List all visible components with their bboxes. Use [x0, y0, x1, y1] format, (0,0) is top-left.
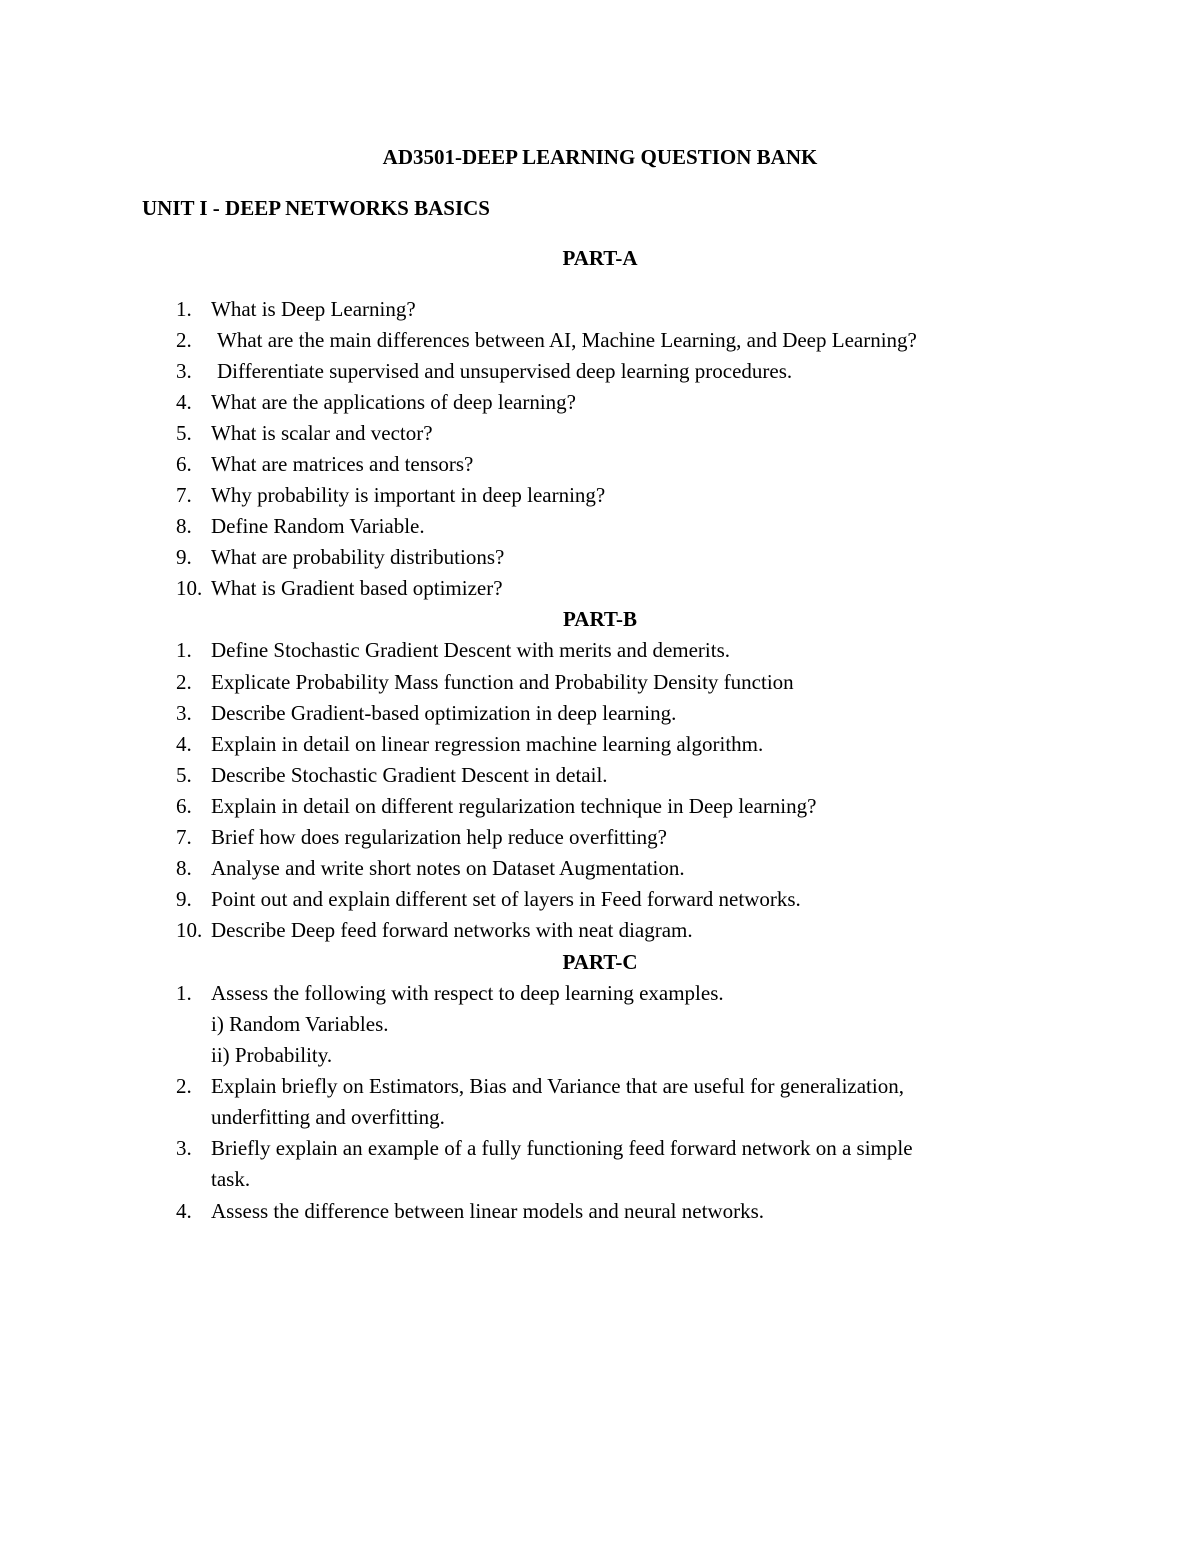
part-a-question: [0, 389, 1100, 420]
question-continuation: underfitting and overfitting.: [211, 1105, 445, 1129]
part-c-question: [0, 1198, 1100, 1229]
question-text: Describe Deep feed forward networks with neat diagram.: [211, 918, 693, 942]
question-text: What are probability distributions?: [211, 545, 505, 569]
question-number: 10.: [176, 576, 203, 600]
part-a-question: [0, 358, 1100, 389]
question-number: 9.: [176, 887, 192, 911]
question-text: Analyse and write short notes on Dataset Augmentation.: [211, 856, 685, 880]
part-c-question: [0, 1135, 1100, 1166]
question-text: Briefly explain an example of a fully functioning feed forward network on a simple: [211, 1136, 913, 1160]
part-c-question: [0, 980, 1100, 1011]
part-a-question: [0, 327, 1100, 358]
part-b-question: [0, 731, 1100, 762]
question-number: 8.: [176, 856, 192, 880]
question-number: 1.: [176, 297, 192, 321]
question-text: Define Stochastic Gradient Descent with merits and demerits.: [211, 638, 731, 662]
part-a-question: [0, 575, 1100, 606]
question-text: What is Deep Learning?: [211, 297, 416, 321]
question-number: 10.: [176, 918, 203, 942]
part-a-question: [0, 482, 1100, 513]
part-b-question: [0, 917, 1100, 948]
part-a-question: [0, 296, 1100, 327]
question-text: Brief how does regularization help reduce overfitting?: [211, 825, 667, 849]
part-b-question: [0, 762, 1100, 793]
question-number: 3.: [176, 1136, 192, 1160]
question-text: Why probability is important in deep learning?: [211, 483, 606, 507]
question-text: Define Random Variable.: [211, 514, 425, 538]
question-number: 3.: [176, 701, 192, 725]
question-text: Explicate Probability Mass function and Probability Density function: [211, 670, 794, 694]
question-number: 9.: [176, 545, 192, 569]
part-c-question: [0, 1073, 1100, 1104]
question-text: Describe Gradient-based optimization in deep learning.: [211, 701, 677, 725]
unit-heading: UNIT I - DEEP NETWORKS BASICS: [142, 196, 490, 220]
part-b-question: [0, 637, 1100, 668]
part-a-heading: PART-A: [562, 246, 638, 270]
question-continuation: task.: [211, 1167, 251, 1191]
question-text: Assess the difference between linear models and neural networks.: [211, 1199, 765, 1223]
question-text: What are the applications of deep learning?: [211, 390, 576, 414]
question-text: What are the main differences between AI, Machine Learning, and Deep Learning?: [217, 328, 917, 352]
question-number: 4.: [176, 732, 192, 756]
question-number: 7.: [176, 825, 192, 849]
part-b-question: [0, 824, 1100, 855]
part-b-question: [0, 700, 1100, 731]
question-number: 1.: [176, 638, 192, 662]
part-a-question: [0, 451, 1100, 482]
question-subitem: i) Random Variables.: [211, 1012, 389, 1036]
document-title: AD3501-DEEP LEARNING QUESTION BANK: [382, 145, 818, 169]
question-number: 2.: [176, 670, 192, 694]
question-text: Explain in detail on linear regression machine learning algorithm.: [211, 732, 764, 756]
question-number: 5.: [176, 421, 192, 445]
question-number: 4.: [176, 390, 192, 414]
question-number: 5.: [176, 763, 192, 787]
part-b-question: [0, 793, 1100, 824]
question-number: 2.: [176, 1074, 192, 1098]
question-number: 6.: [176, 452, 192, 476]
part-b-heading: PART-B: [563, 607, 637, 631]
part-c-heading: PART-C: [562, 950, 638, 974]
part-b-question: [0, 669, 1100, 700]
question-text: Point out and explain different set of layers in Feed forward networks.: [211, 887, 801, 911]
part-a-question: [0, 420, 1100, 451]
part-b-question: [0, 886, 1100, 917]
question-number: 7.: [176, 483, 192, 507]
question-number: 3.: [176, 359, 192, 383]
question-text: What are matrices and tensors?: [211, 452, 474, 476]
question-text: Differentiate supervised and unsupervised deep learning procedures.: [217, 359, 793, 383]
question-text: What is Gradient based optimizer?: [211, 576, 503, 600]
part-a-question: [0, 544, 1100, 575]
question-text: Describe Stochastic Gradient Descent in detail.: [211, 763, 608, 787]
question-number: 8.: [176, 514, 192, 538]
question-text: Explain in detail on different regularization technique in Deep learning?: [211, 794, 817, 818]
question-number: 2.: [176, 328, 192, 352]
question-text: Assess the following with respect to deep learning examples.: [211, 981, 724, 1005]
question-text: What is scalar and vector?: [211, 421, 433, 445]
question-subitem: ii) Probability.: [211, 1043, 333, 1067]
part-a-question: [0, 513, 1100, 544]
part-b-question: [0, 855, 1100, 886]
question-number: 6.: [176, 794, 192, 818]
question-text: Explain briefly on Estimators, Bias and Variance that are useful for generalization,: [211, 1074, 904, 1098]
question-number: 1.: [176, 981, 192, 1005]
question-number: 4.: [176, 1199, 192, 1223]
